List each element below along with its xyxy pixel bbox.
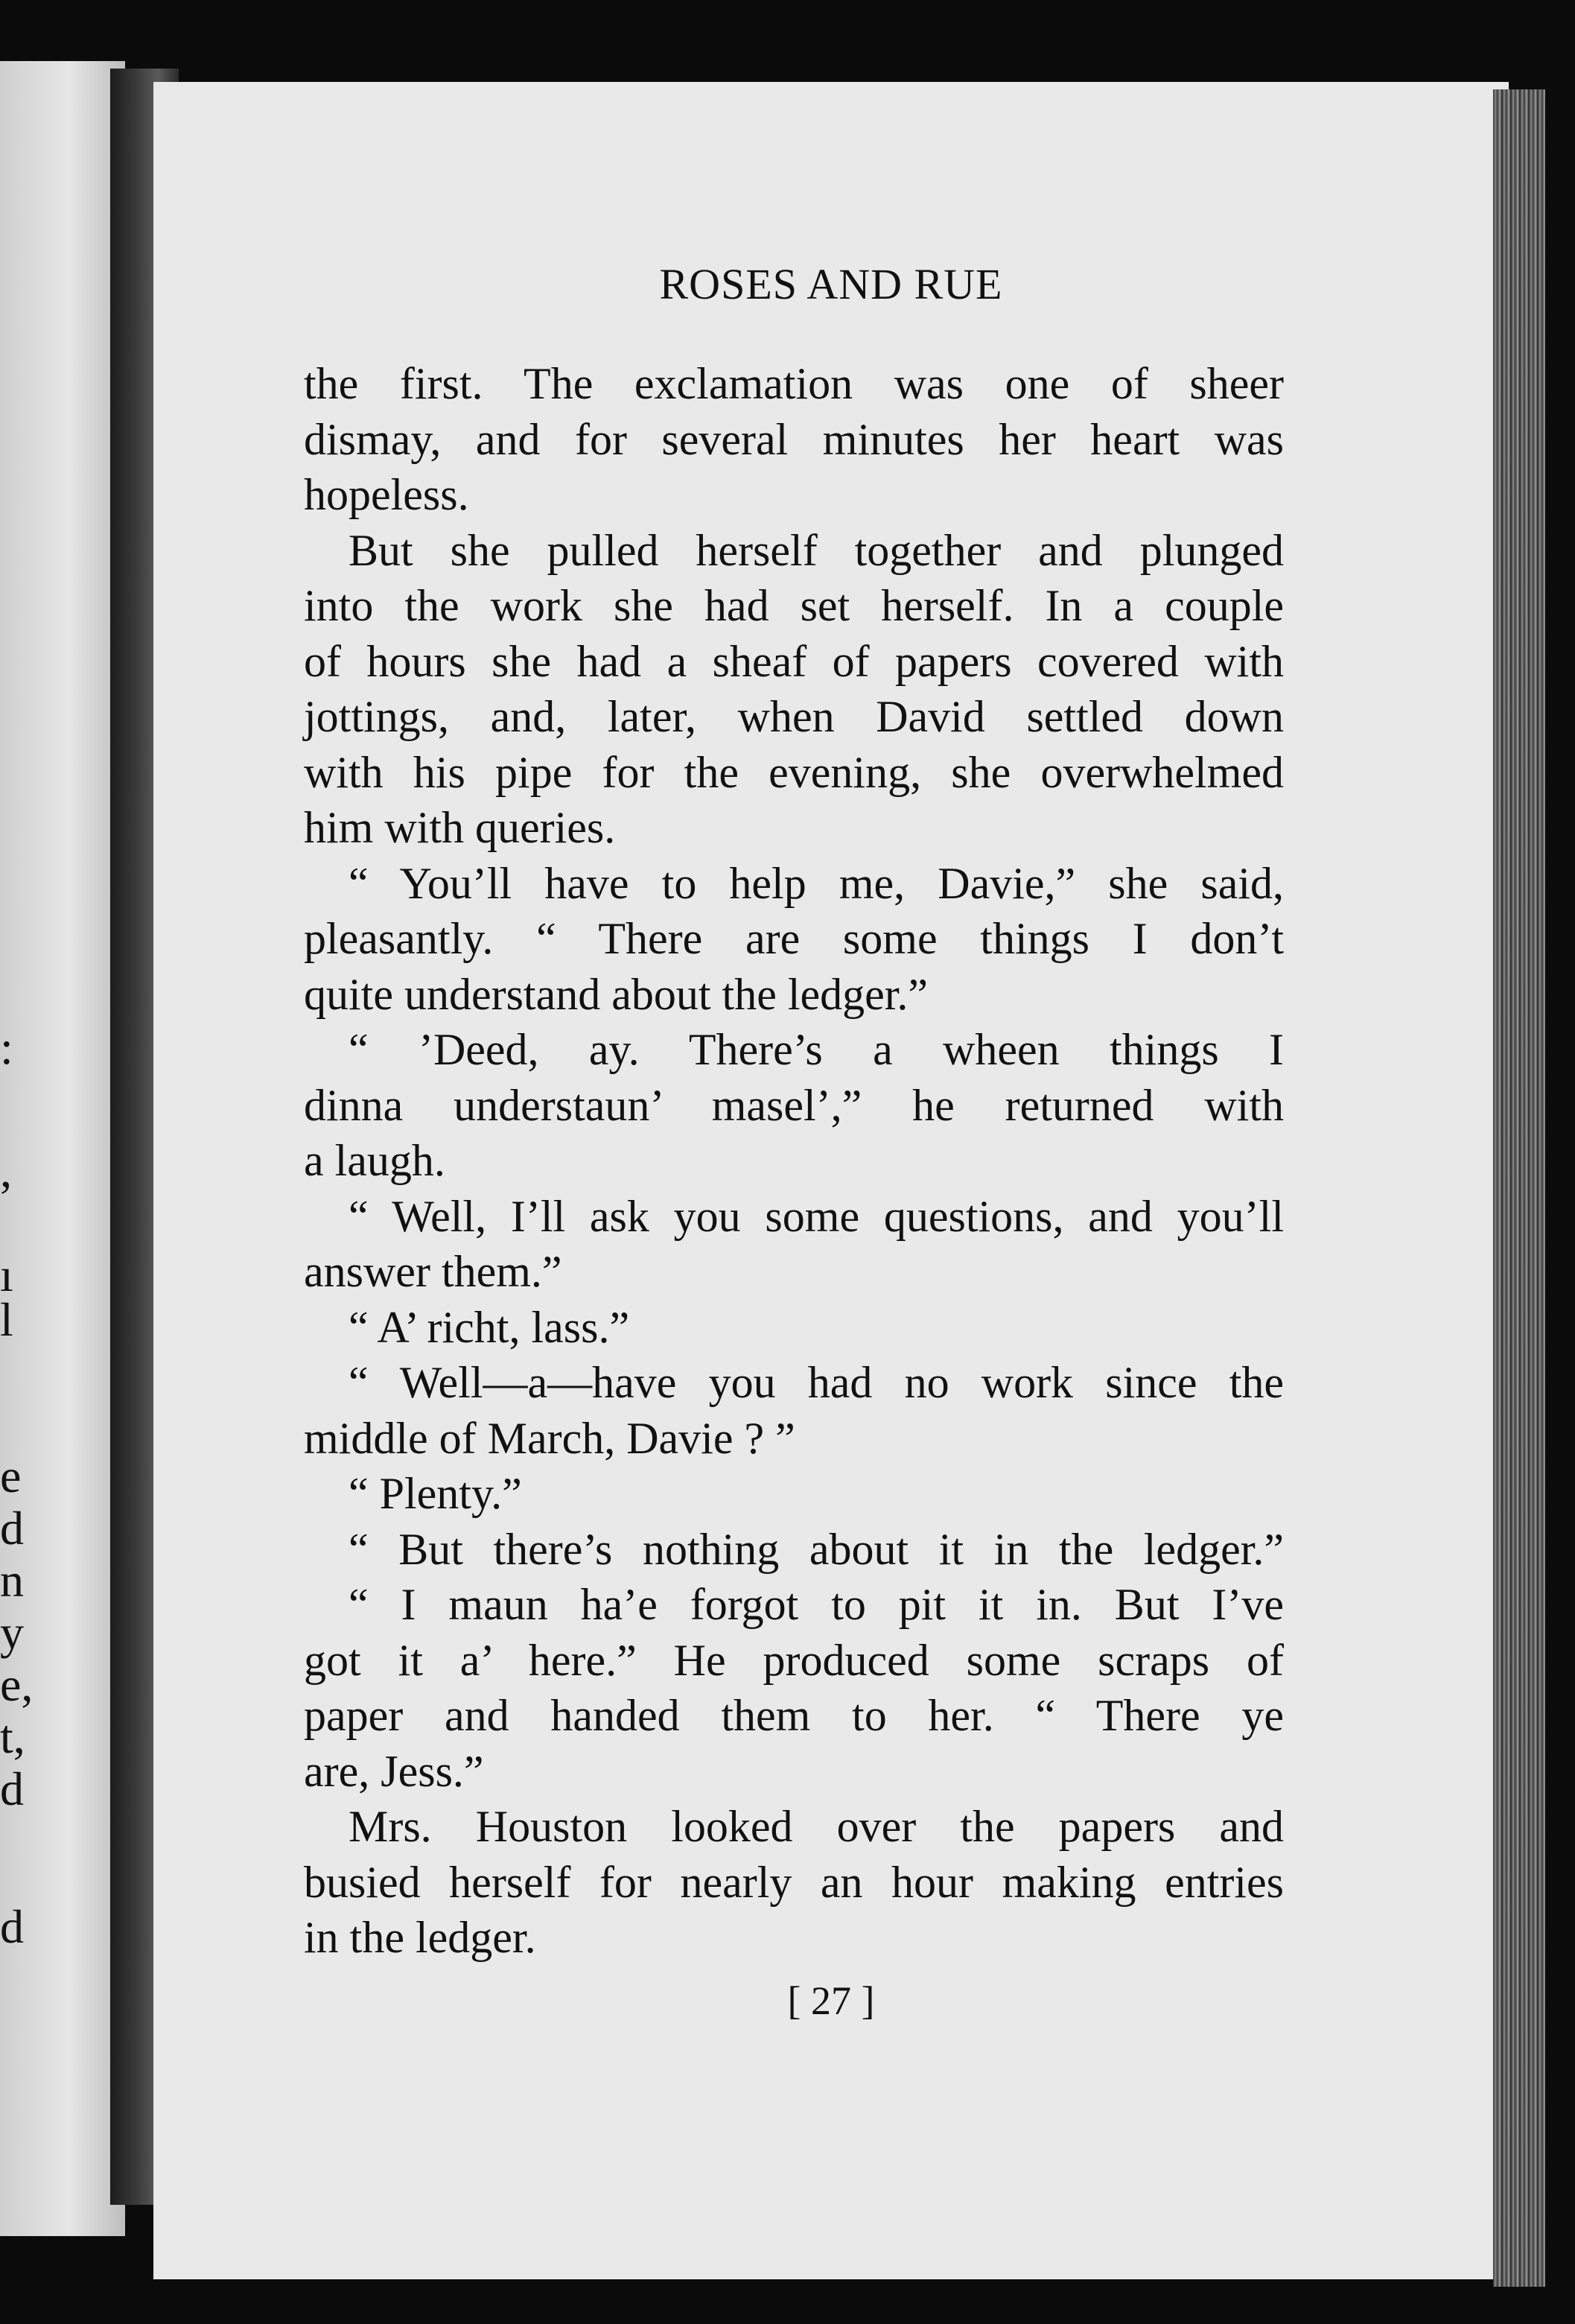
text-line: the first. The exclamation was one of sheer	[304, 359, 1284, 408]
text-line: answer them.”	[304, 1247, 562, 1296]
text-line: with his pipe for the evening, she overwhelmed	[304, 747, 1284, 797]
text-line: are, Jess.”	[304, 1746, 484, 1796]
text-line: hopeless.	[304, 470, 469, 519]
facing-page-fragment: e,	[0, 1658, 34, 1711]
text-line: But she pulled herself together and plunged	[349, 525, 1284, 575]
text-line: of hours she had a sheaf of papers covered with	[304, 636, 1284, 686]
facing-page-fragment: y	[0, 1606, 24, 1659]
text-line: pleasantly. “ There are some things I don’t	[304, 914, 1284, 963]
facing-page-fragment: :	[0, 1021, 13, 1074]
facing-page-fragment: e	[0, 1450, 22, 1502]
facing-page-fragment: d	[0, 1762, 24, 1815]
facing-page-fragment: l	[0, 1293, 13, 1346]
text-line: paper and handed them to her. “ There ye	[304, 1691, 1284, 1740]
page-stack-edge	[1493, 89, 1545, 2287]
facing-page-fragment: t,	[0, 1710, 25, 1763]
text-line: got it a’ here.” He produced some scraps of	[304, 1635, 1284, 1685]
page-number: [ 27 ]	[787, 1978, 875, 2023]
text-line: “ You’ll have to help me, Davie,” she said,	[349, 858, 1284, 908]
facing-page-fragment: ı	[0, 1248, 13, 1301]
text-line: into the work she had set herself. In a couple	[304, 581, 1284, 630]
text-line: “ Well, I’ll ask you some questions, and you’ll	[349, 1191, 1284, 1241]
page-body-text	[304, 356, 1284, 1966]
facing-page-fragment: d	[0, 1900, 24, 1953]
running-header: ROSES AND RUE	[659, 260, 1003, 308]
text-line: jottings, and, later, when David settled down	[304, 692, 1284, 741]
text-line: dismay, and for several minutes her heart was	[304, 414, 1284, 464]
text-line: a laugh.	[304, 1136, 445, 1185]
text-line: “ But there’s nothing about it in the ledger.”	[349, 1524, 1284, 1574]
text-line: “ ’Deed, ay. There’s a wheen things I	[349, 1025, 1284, 1074]
text-line: middle of March, Davie ? ”	[304, 1413, 795, 1463]
text-line: “ Well—a—have you had no work since the	[349, 1358, 1284, 1407]
text-line: “ I maun ha’e forgot to pit it in. But I’ve	[349, 1580, 1284, 1629]
text-line: “ A’ richt, lass.”	[349, 1302, 630, 1352]
text-line: dinna understaun’ masel’,” he returned with	[304, 1080, 1284, 1130]
text-line: “ Plenty.”	[349, 1469, 522, 1518]
text-line: Mrs. Houston looked over the papers and	[349, 1802, 1284, 1851]
text-line: in the ledger.	[304, 1913, 536, 1962]
text-line: busied herself for nearly an hour making entries	[304, 1857, 1284, 1907]
facing-page-edge	[0, 61, 125, 2236]
facing-page-fragment: n	[0, 1554, 24, 1607]
facing-page-fragment: ,	[0, 1144, 12, 1197]
facing-page-fragment: d	[0, 1502, 24, 1555]
text-line: him with queries.	[304, 803, 616, 852]
text-line: quite understand about the ledger.”	[304, 969, 929, 1019]
